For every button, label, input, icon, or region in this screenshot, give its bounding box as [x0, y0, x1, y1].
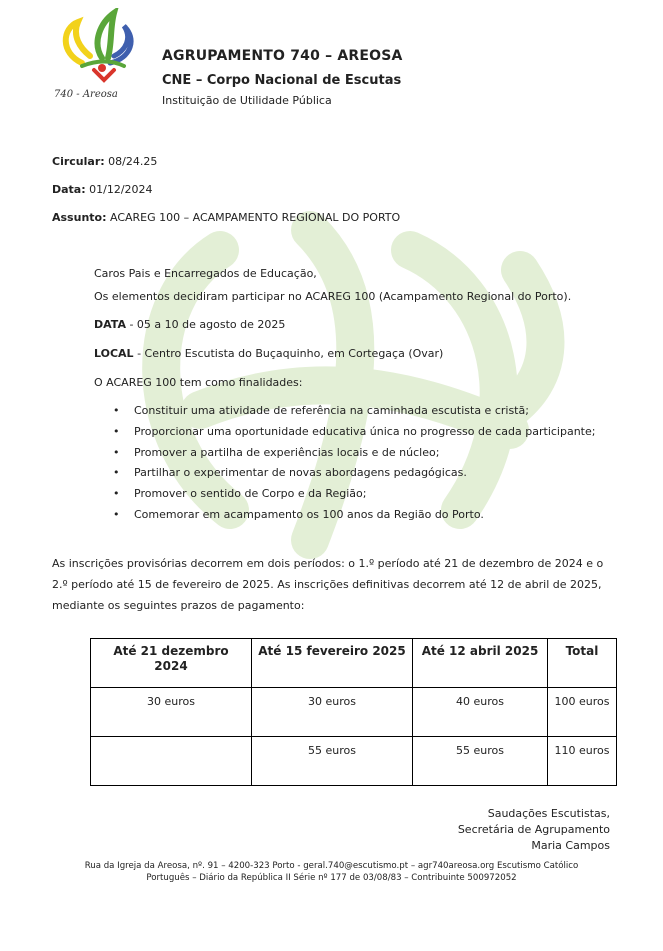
signer-name: Maria Campos: [531, 839, 610, 852]
intro-text: Os elementos decidiram participar no ACAREG 100 (Acampamento Regional do Porto).: [94, 290, 572, 303]
table-cell: 110 euros: [548, 737, 617, 786]
circular-line: [52, 155, 157, 168]
institution-status: Instituição de Utilidade Pública: [162, 94, 332, 107]
column-header: Até 21 dezembro 2024: [91, 639, 252, 688]
goals-intro: O ACAREG 100 tem como finalidades:: [94, 376, 303, 389]
group-title: AGRUPAMENTO 740 – AREOSA: [162, 48, 403, 64]
greeting: Caros Pais e Encarregados de Educação,: [94, 267, 317, 280]
payment-table: [90, 638, 617, 786]
table-row: [91, 737, 617, 786]
event-date-label: DATA: [94, 318, 126, 331]
table-cell: 30 euros: [91, 688, 252, 737]
goals-list: [110, 404, 595, 529]
table-cell: 30 euros: [252, 688, 413, 737]
subject-line: [52, 211, 400, 224]
footer-registration: Português – Diário da República II Série nº 177 de 03/08/83 – Contribuinte 500972052: [146, 873, 517, 883]
event-location-line: [94, 347, 443, 360]
date-line: [52, 183, 153, 196]
column-header: Até 12 abril 2025: [413, 639, 548, 688]
event-location-label: LOCAL: [94, 347, 134, 360]
table-cell: 55 euros: [413, 737, 548, 786]
footer-address: Rua da Igreja da Areosa, nº. 91 – 4200-323 Porto - geral.740@escutismo.pt – agr740areosa.org Escutismo Católico: [84, 861, 579, 871]
event-date-line: [94, 318, 285, 331]
signer-role: Secretária de Agrupamento: [457, 823, 610, 836]
table-cell: [91, 737, 252, 786]
circular-value: 08/24.25: [104, 155, 158, 168]
scout-group-logo: [52, 8, 152, 100]
list-item: • Proporcionar uma oportunidade educativa única no progresso de cada participante;: [110, 425, 595, 446]
date-value: 01/12/2024: [85, 183, 153, 196]
table-cell: 55 euros: [252, 737, 413, 786]
subject-label: Assunto:: [52, 211, 107, 224]
date-label: Data:: [52, 183, 86, 196]
table-cell: 100 euros: [548, 688, 617, 737]
circular-label: Circular:: [52, 155, 105, 168]
organization-name: CNE – Corpo Nacional de Escutas: [162, 73, 402, 88]
logo-text: 740 - Areosa: [54, 89, 118, 100]
subject-value: ACAREG 100 – ACAMPAMENTO REGIONAL DO PORTO: [106, 211, 401, 224]
table-cell: 40 euros: [413, 688, 548, 737]
list-item: • Constituir uma atividade de referência na caminhada escutista e cristã;: [110, 404, 595, 425]
list-item: • Promover o sentido de Corpo e da Região;: [110, 487, 595, 508]
column-header: Até 15 fevereiro 2025: [252, 639, 413, 688]
table-row: [91, 688, 617, 737]
fleur-de-lis-logo-icon: [52, 8, 152, 88]
signature-block: [458, 806, 610, 854]
column-header: Total: [548, 639, 617, 688]
event-date-value: - 05 a 10 de agosto de 2025: [125, 318, 286, 331]
list-item: • Comemorar em acampamento os 100 anos da Região do Porto.: [110, 508, 595, 529]
table-header-row: [91, 639, 617, 688]
list-item: • Partilhar o experimentar de novas abordagens pedagógicas.: [110, 466, 595, 487]
event-location-value: - Centro Escutista do Buçaquinho, em Cortegaça (Ovar): [133, 347, 444, 360]
registration-paragraph: As inscrições provisórias decorrem em dois períodos: o 1.º período até 21 de dezembro de 2024 e o 2.º período até 15 de fevereiro de 2025. As inscrições definitivas decorrem até 12 de abril de 2025, mediante os seguintes prazos de pagamento:: [52, 557, 604, 612]
page-footer: [40, 860, 623, 884]
list-item: • Promover a partilha de experiências locais e de núcleo;: [110, 446, 595, 467]
closing-greeting: Saudações Escutistas,: [487, 807, 610, 820]
